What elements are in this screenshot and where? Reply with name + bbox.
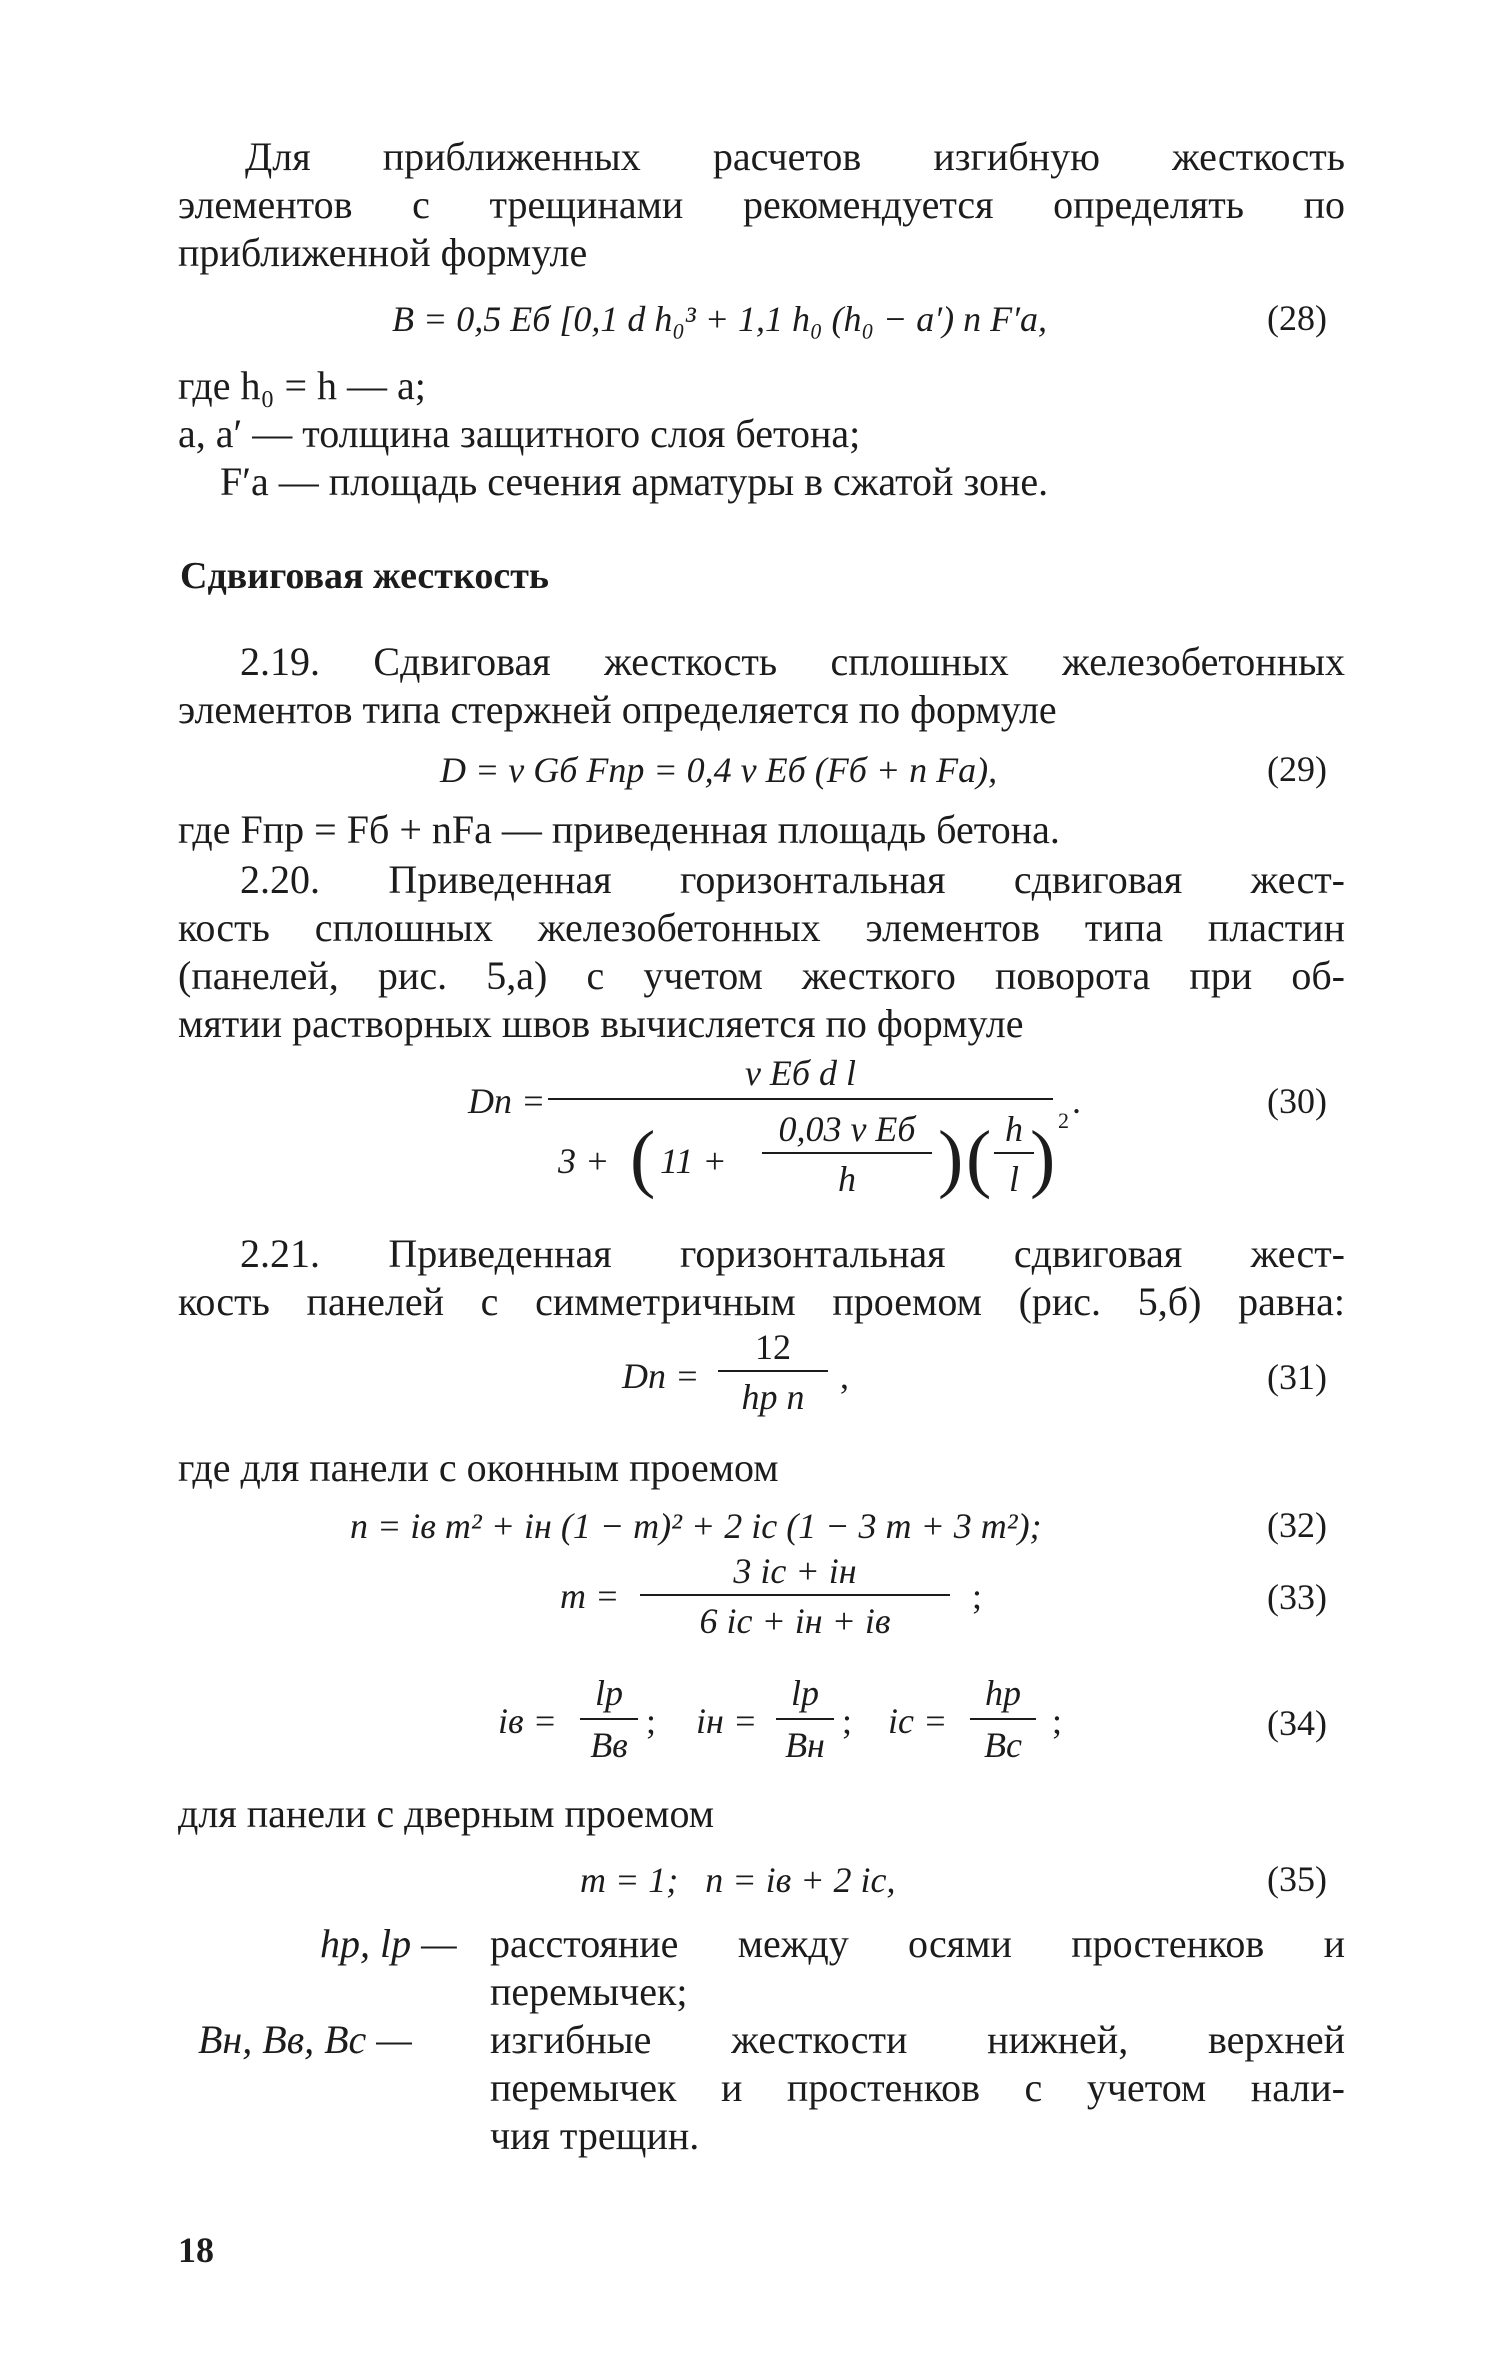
equation-30-ratio-numerator: h: [1005, 1109, 1023, 1149]
equation-34-ic-lhs: iс =: [888, 1701, 948, 1741]
equation-30-period: .: [1072, 1081, 1081, 1121]
equation-28: B = 0,5 Eб [0,1 d h₀³ + 1,1 h₀ (h₀ − a′) n F′а,: [392, 299, 1048, 339]
equation-30-fraction-bar: [548, 1098, 1053, 1100]
equation-number-30: (30): [1267, 1081, 1327, 1121]
where-28-line-1: где h₀ = h — a;: [178, 363, 426, 408]
equation-33-denominator: 6 iс + iн + iв: [699, 1601, 891, 1641]
equation-32: n = iв m² + iн (1 − m)² + 2 iс (1 − 3 m + 3 m²);: [350, 1506, 1042, 1546]
equation-34-ic-bar: [970, 1718, 1036, 1720]
intro-line-1: Для приближенных расчетов изгибную жесткость: [245, 134, 1345, 179]
where-28-line-2: a, a′ — толщина защитного слоя бетона;: [178, 411, 861, 456]
intro-line-2: элементов с трещинами рекомендуется определять по: [178, 182, 1345, 227]
equation-34-iv-bar: [580, 1718, 638, 1720]
p221-line-2: кость панелей с симметричным проемом (рис. 5,б) равна:: [178, 1279, 1345, 1324]
equation-33-lhs: m =: [560, 1576, 620, 1616]
equation-31-comma: ,: [840, 1356, 849, 1396]
definition-1-line-1: расстояние между осями простенков и: [490, 1921, 1345, 1966]
equation-34-semicolon-2: ;: [842, 1701, 853, 1741]
p221-line-1: 2.21. Приведенная горизонтальная сдвиговая жест-: [240, 1231, 1345, 1276]
equation-30-inner-numerator: 0,03 ν Eб: [778, 1109, 916, 1149]
page-number: 18: [178, 2230, 214, 2270]
equation-34-iv-denominator: Bв: [590, 1725, 628, 1765]
equation-34-ic-denominator: Bс: [984, 1725, 1022, 1765]
equation-number-29: (29): [1267, 749, 1327, 789]
equation-number-28: (28): [1267, 298, 1327, 338]
definition-2-line-3: чия трещин.: [490, 2113, 700, 2158]
equation-31-denominator: hр n: [741, 1377, 805, 1417]
p220-line-2: кость сплошных железобетонных элементов типа пластин: [178, 905, 1345, 950]
equation-31-numerator: 12: [755, 1327, 791, 1367]
equation-35: m = 1; n = iв + 2 iс,: [580, 1860, 896, 1900]
equation-30-den-a: 3 +: [558, 1141, 610, 1181]
equation-number-34: (34): [1267, 1703, 1327, 1743]
equation-34-ic-numerator: hр: [985, 1673, 1021, 1713]
p219-line-2: элементов типа стержней определяется по формуле: [178, 687, 1057, 732]
equation-30-ratio-paren-close: ): [1030, 1116, 1056, 1200]
equation-34-iv-lhs: iв =: [498, 1701, 557, 1741]
equation-30-exponent: 2: [1058, 1108, 1069, 1133]
equation-29: D = ν Gб Fпр = 0,4 ν Eб (Fб + n Fа),: [440, 750, 998, 790]
equation-33-fraction-bar: [640, 1594, 950, 1596]
section-title: Сдвиговая жесткость: [180, 555, 549, 597]
definition-1-line-2: перемычек;: [490, 1969, 688, 2014]
equation-number-32: (32): [1267, 1505, 1327, 1545]
equation-33-semicolon: ;: [972, 1576, 983, 1616]
equation-number-31: (31): [1267, 1357, 1327, 1397]
p220-line-1: 2.20. Приведенная горизонтальная сдвиговая жест-: [240, 857, 1345, 902]
p220-line-3: (панелей, рис. 5,а) с учетом жесткого поворота при об-: [178, 953, 1345, 998]
equation-30-numerator: ν Eб d l: [744, 1053, 857, 1093]
definition-2-symbol: Bн, Bв, Bс —: [198, 2017, 412, 2062]
equation-30-inner-denominator: h: [838, 1159, 856, 1199]
equation-34-in-numerator: lр: [790, 1673, 819, 1713]
equation-number-33: (33): [1267, 1577, 1327, 1617]
equation-34-semicolon-3: ;: [1052, 1701, 1063, 1741]
equation-34-iv-numerator: lр: [594, 1673, 623, 1713]
where-29: где Fпр = Fб + nFа — приведенная площадь бетона.: [178, 807, 1060, 852]
definition-1-symbol: hр, lр —: [320, 1921, 457, 1966]
equation-30-ratio-paren-open: (: [966, 1116, 992, 1200]
equation-30-den-b: 11 +: [660, 1141, 727, 1181]
equation-34-in-denominator: Bн: [785, 1725, 825, 1765]
equation-30-ratio-bar: [994, 1152, 1034, 1154]
definition-2-line-2: перемычек и простенков с учетом нали-: [490, 2065, 1345, 2110]
where-28-line-3: F′а — площадь сечения арматуры в сжатой зоне.: [220, 459, 1049, 504]
equation-33-numerator: 3 iс + iн: [733, 1551, 857, 1591]
equation-34-in-lhs: iн =: [696, 1701, 758, 1741]
equation-number-35: (35): [1267, 1859, 1327, 1899]
equation-34-semicolon-1: ;: [646, 1701, 657, 1741]
intro-line-3: приближенной формуле: [178, 230, 588, 275]
p220-line-4: мятии растворных швов вычисляется по формуле: [178, 1001, 1024, 1046]
window-opening-text: где для панели с оконным проемом: [178, 1445, 779, 1490]
definition-2-line-1: изгибные жесткости нижней, верхней: [490, 2017, 1345, 2062]
equation-31-lhs: Dп =: [622, 1356, 700, 1396]
equation-30-ratio-denominator: l: [1008, 1159, 1019, 1199]
equation-34-in-bar: [776, 1718, 834, 1720]
equation-30-inner-bar: [762, 1152, 932, 1154]
equation-30-paren-open: (: [630, 1116, 656, 1200]
equation-31-fraction-bar: [718, 1370, 828, 1372]
equation-30-lhs: Dп =: [468, 1081, 546, 1121]
door-opening-text: для панели с дверным проемом: [178, 1791, 715, 1836]
equation-30-paren-close: ): [938, 1116, 964, 1200]
p219-line-1: 2.19. Сдвиговая жесткость сплошных железобетонных: [240, 639, 1345, 684]
